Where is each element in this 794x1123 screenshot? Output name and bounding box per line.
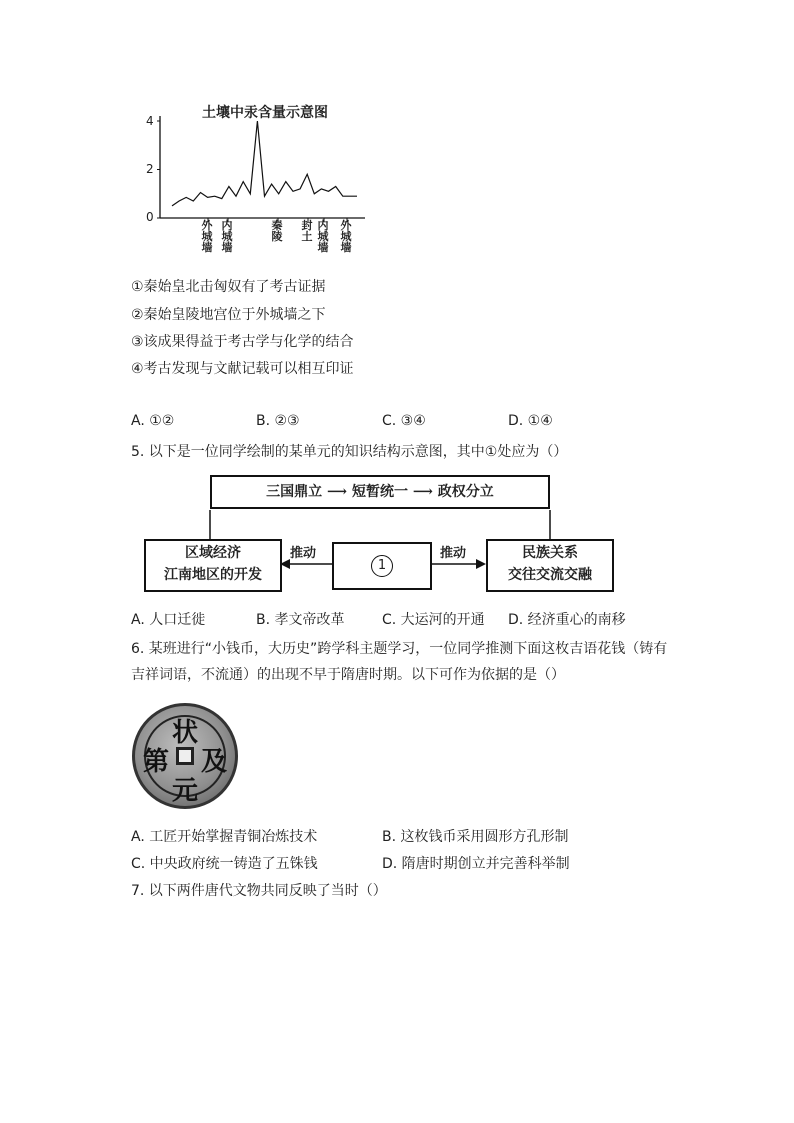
q6-option-a[interactable]: A. 工匠开始掌握青铜冶炼技术: [131, 829, 318, 845]
q5-option-c[interactable]: C. 大运河的开通: [382, 612, 485, 628]
coin-square-hole: [176, 747, 194, 765]
top-box: 三国鼎立 ⟶ 短暂统一 ⟶ 政权分立: [210, 475, 550, 509]
blank-box: [332, 542, 432, 590]
q4-option-d[interactable]: D. ①④: [508, 413, 553, 429]
q4-option-a[interactable]: A. ①②: [131, 413, 175, 429]
y-tick-label: 4: [146, 114, 154, 128]
left-box: [144, 539, 282, 592]
q5-stem: 5. 以下是一位同学绘制的某单元的知识结构示意图，其中①处应为（）: [131, 444, 568, 460]
x-label: 封土: [301, 219, 313, 243]
right-box-line: 民族关系: [522, 545, 578, 561]
q4-statement: ④考古发现与文献记载可以相互印证: [131, 361, 354, 377]
q6-stem-line: 吉祥词语，不流通）的出现不早于隋唐时期。以下可作为依据的是（）: [131, 667, 565, 683]
q6-option-c[interactable]: C. 中央政府统一铸造了五铢钱: [131, 856, 318, 872]
left-box-line: 江南地区的开发: [164, 567, 262, 583]
x-label: 外城墙: [340, 219, 352, 254]
right-box-line: 交往交流交融: [508, 567, 592, 583]
right-box: [486, 539, 614, 592]
mercury-series-line: [172, 121, 357, 206]
coin-character: 状: [172, 718, 199, 748]
coin-character: 元: [172, 776, 199, 806]
q5-diagram: [140, 470, 620, 590]
x-label: 外城墙: [201, 219, 213, 254]
q5-option-b[interactable]: B. 孝文帝改革: [256, 612, 345, 628]
left-box-line: 区域经济: [185, 545, 241, 561]
x-label: 秦陵: [271, 219, 283, 243]
arrow-label: 推动: [440, 546, 467, 561]
x-label: 内城墙: [221, 219, 233, 254]
q4-option-c[interactable]: C. ③④: [382, 413, 426, 429]
q4-statement: ②秦始皇陵地宫位于外城墙之下: [131, 307, 326, 323]
chart-title: 土壤中汞含量示意图: [202, 105, 328, 121]
q4-statement: ③该成果得益于考古学与化学的结合: [131, 334, 354, 350]
q7-stem: 7. 以下两件唐代文物共同反映了当时（）: [131, 883, 387, 899]
q6-option-b[interactable]: B. 这枚钱币采用圆形方孔形制: [382, 829, 569, 845]
y-tick-label: 0: [146, 210, 154, 224]
mercury-chart: [140, 96, 380, 266]
circled-number: 1: [371, 555, 393, 577]
arrow-label: 推动: [290, 546, 317, 561]
coin-image: [132, 703, 238, 809]
q4-option-b[interactable]: B. ②③: [256, 413, 300, 429]
coin-character: 及: [201, 747, 228, 777]
coin-character: 第: [143, 747, 170, 777]
q5-option-a[interactable]: A. 人口迁徙: [131, 612, 206, 628]
q5-option-d[interactable]: D. 经济重心的南移: [508, 612, 626, 628]
q6-option-d[interactable]: D. 隋唐时期创立并完善科举制: [382, 856, 570, 872]
q4-statement: ①秦始皇北击匈奴有了考古证据: [131, 279, 326, 295]
x-label: 内城墙: [317, 219, 329, 254]
y-tick-label: 2: [146, 162, 154, 176]
q6-stem-line: 6. 某班进行“小钱币，大历史”跨学科主题学习，一位同学推测下面这枚吉语花钱（铸有: [131, 641, 668, 657]
